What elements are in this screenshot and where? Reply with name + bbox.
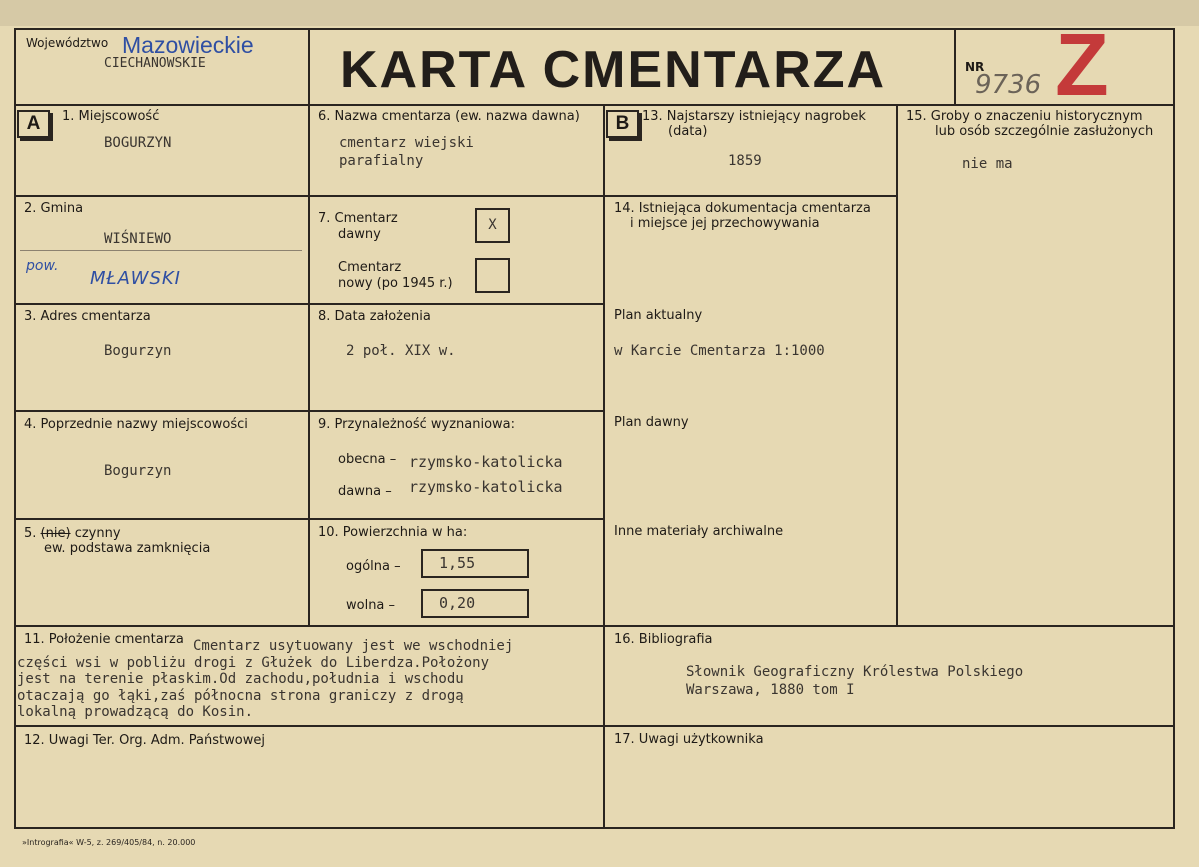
gmina-label: 2. Gmina (24, 201, 84, 216)
bibliografia-line2: Warszawa, 1880 tom I (686, 682, 855, 698)
polozenie-line: jest na terenie płaskim.Od zachodu,południa i wschodu (17, 671, 464, 687)
powiat-value: MŁAWSKI (90, 268, 181, 289)
uwagi-uzytkownika-label: 17. Uwagi użytkownika (614, 732, 764, 747)
gmina-underline (20, 250, 302, 251)
row-divider-2 (14, 303, 604, 305)
najstarszy-label-line2: (data) (668, 124, 708, 139)
obecna-label: obecna – (338, 452, 397, 467)
polozenie-line: lokalną prowadzącą do Kosin. (17, 704, 254, 720)
stamp-letter-z: Z (1055, 15, 1109, 114)
wyznanie-label: 9. Przynależność wyznaniowa: (318, 417, 516, 432)
header-divider (14, 104, 1175, 106)
dawny-label: dawny (338, 227, 381, 242)
obecna-value: rzymsko-katolicka (409, 453, 563, 471)
status-label (24, 526, 121, 541)
polozenie-line: otaczają go łąki,zaś północna strona graniczy z drogą (17, 687, 464, 704)
status-struck: (nie) (40, 526, 71, 541)
polozenie-line: części wsi w pobliżu drogi z Głużek do Liberdza.Położony (17, 654, 490, 671)
polozenie-label: 11. Położenie cmentarza (24, 632, 184, 647)
frame-right (1173, 28, 1175, 829)
polozenie-text (17, 638, 513, 721)
plan-aktualny-label: Plan aktualny (614, 308, 703, 323)
bibliografia-line1: Słownik Geograficzny Królestwa Polskiego (686, 664, 1024, 680)
najstarszy-label-line1: 13. Najstarszy istniejący nagrobek (642, 109, 866, 124)
adres-value: Bogurzyn (104, 343, 172, 359)
dawna-label: dawna – (338, 484, 392, 499)
nazwa-value-line2: parafialny (339, 153, 424, 169)
groby-label-line2: lub osób szczególnie zasłużonych (935, 124, 1154, 139)
card-title: KARTA CMENTARZA (340, 41, 887, 99)
nowy-label-line1: Cmentarz (338, 260, 402, 275)
data-zalozenia-value: 2 poł. XIX w. (346, 343, 456, 359)
frame-left (14, 28, 16, 829)
poprzednie-label: 4. Poprzednie nazwy miejscowości (24, 417, 248, 432)
header-split-right (954, 28, 956, 106)
groby-value: nie ma (962, 156, 1013, 172)
poprzednie-value: Bogurzyn (104, 463, 172, 479)
status-label-line2: ew. podstawa zamknięcia (44, 541, 211, 556)
row-divider-b1 (604, 195, 896, 197)
plan-dawny-label: Plan dawny (614, 415, 689, 430)
frame-top (14, 28, 1175, 30)
groby-label-line1: 15. Groby o znaczeniu historycznym (906, 109, 1143, 124)
dokumentacja-label-line2: i miejsce jej przechowywania (630, 216, 820, 231)
powiat-prefix: pow. (26, 258, 59, 274)
powierzchnia-label: 10. Powierzchnia w ha: (318, 525, 468, 540)
miejscowosc-label: 1. Miejscowość (62, 109, 160, 124)
section-a-marker: A (17, 110, 50, 138)
voivodeship-typed: CIECHANOWSKIE (104, 56, 206, 71)
status-num: 5. (24, 526, 37, 541)
nowy-label-line2: nowy (po 1945 r.) (338, 276, 453, 291)
dawna-value: rzymsko-katolicka (409, 478, 563, 496)
nr-label: NR (965, 60, 985, 74)
voivodeship-stamp: Mazowieckie (122, 32, 254, 58)
wolna-value[interactable]: 0,20 (421, 589, 529, 618)
inne-materialy-label: Inne materiały archiwalne (614, 524, 784, 539)
nowy-checkbox[interactable] (475, 258, 510, 293)
nazwa-value-line1: cmentarz wiejski (339, 135, 474, 151)
nazwa-label: 6. Nazwa cmentarza (ew. nazwa dawna) (318, 109, 580, 124)
nr-value: 9736 (975, 70, 1042, 100)
adres-label: 3. Adres cmentarza (24, 309, 151, 324)
row-divider-3 (14, 410, 604, 412)
rodzaj-label: 7. Cmentarz (318, 211, 398, 226)
ogolna-label: ogólna – (346, 559, 401, 574)
najstarszy-value: 1859 (728, 153, 762, 169)
print-imprint: »Intrografia« W-5, z. 269/405/84, n. 20.000 (22, 838, 196, 847)
dokumentacja-label-line1: 14. Istniejąca dokumentacja cmentarza (614, 201, 871, 216)
bibliografia-label: 16. Bibliografia (614, 632, 713, 647)
polozenie-line: Cmentarz usytuowany jest we wschodniej (193, 638, 514, 654)
dawny-checkbox[interactable]: X (475, 208, 510, 243)
card-top-edge (0, 0, 1199, 26)
col-divider-3 (896, 104, 898, 626)
row-divider-1 (14, 195, 604, 197)
voivodeship-label: Województwo (26, 36, 109, 50)
frame-bottom (14, 827, 1175, 829)
data-zalozenia-label: 8. Data założenia (318, 309, 431, 324)
plan-aktualny-value: w Karcie Cmentarza 1:1000 (614, 343, 825, 359)
row-divider-4 (14, 518, 604, 520)
status-rest: czynny (74, 526, 121, 541)
ogolna-value[interactable]: 1,55 (421, 549, 529, 578)
col-divider-2 (603, 104, 605, 827)
gmina-value: WIŚNIEWO (104, 231, 172, 247)
row-divider-6 (14, 725, 1175, 727)
section-b-marker: B (606, 110, 639, 138)
col-divider-1 (308, 104, 310, 626)
row-divider-5 (14, 625, 1175, 627)
header-split-left (308, 28, 310, 106)
uwagi-ter-label: 12. Uwagi Ter. Org. Adm. Państwowej (24, 733, 265, 748)
miejscowosc-value: BOGURZYN (104, 135, 172, 151)
wolna-label: wolna – (346, 598, 396, 613)
